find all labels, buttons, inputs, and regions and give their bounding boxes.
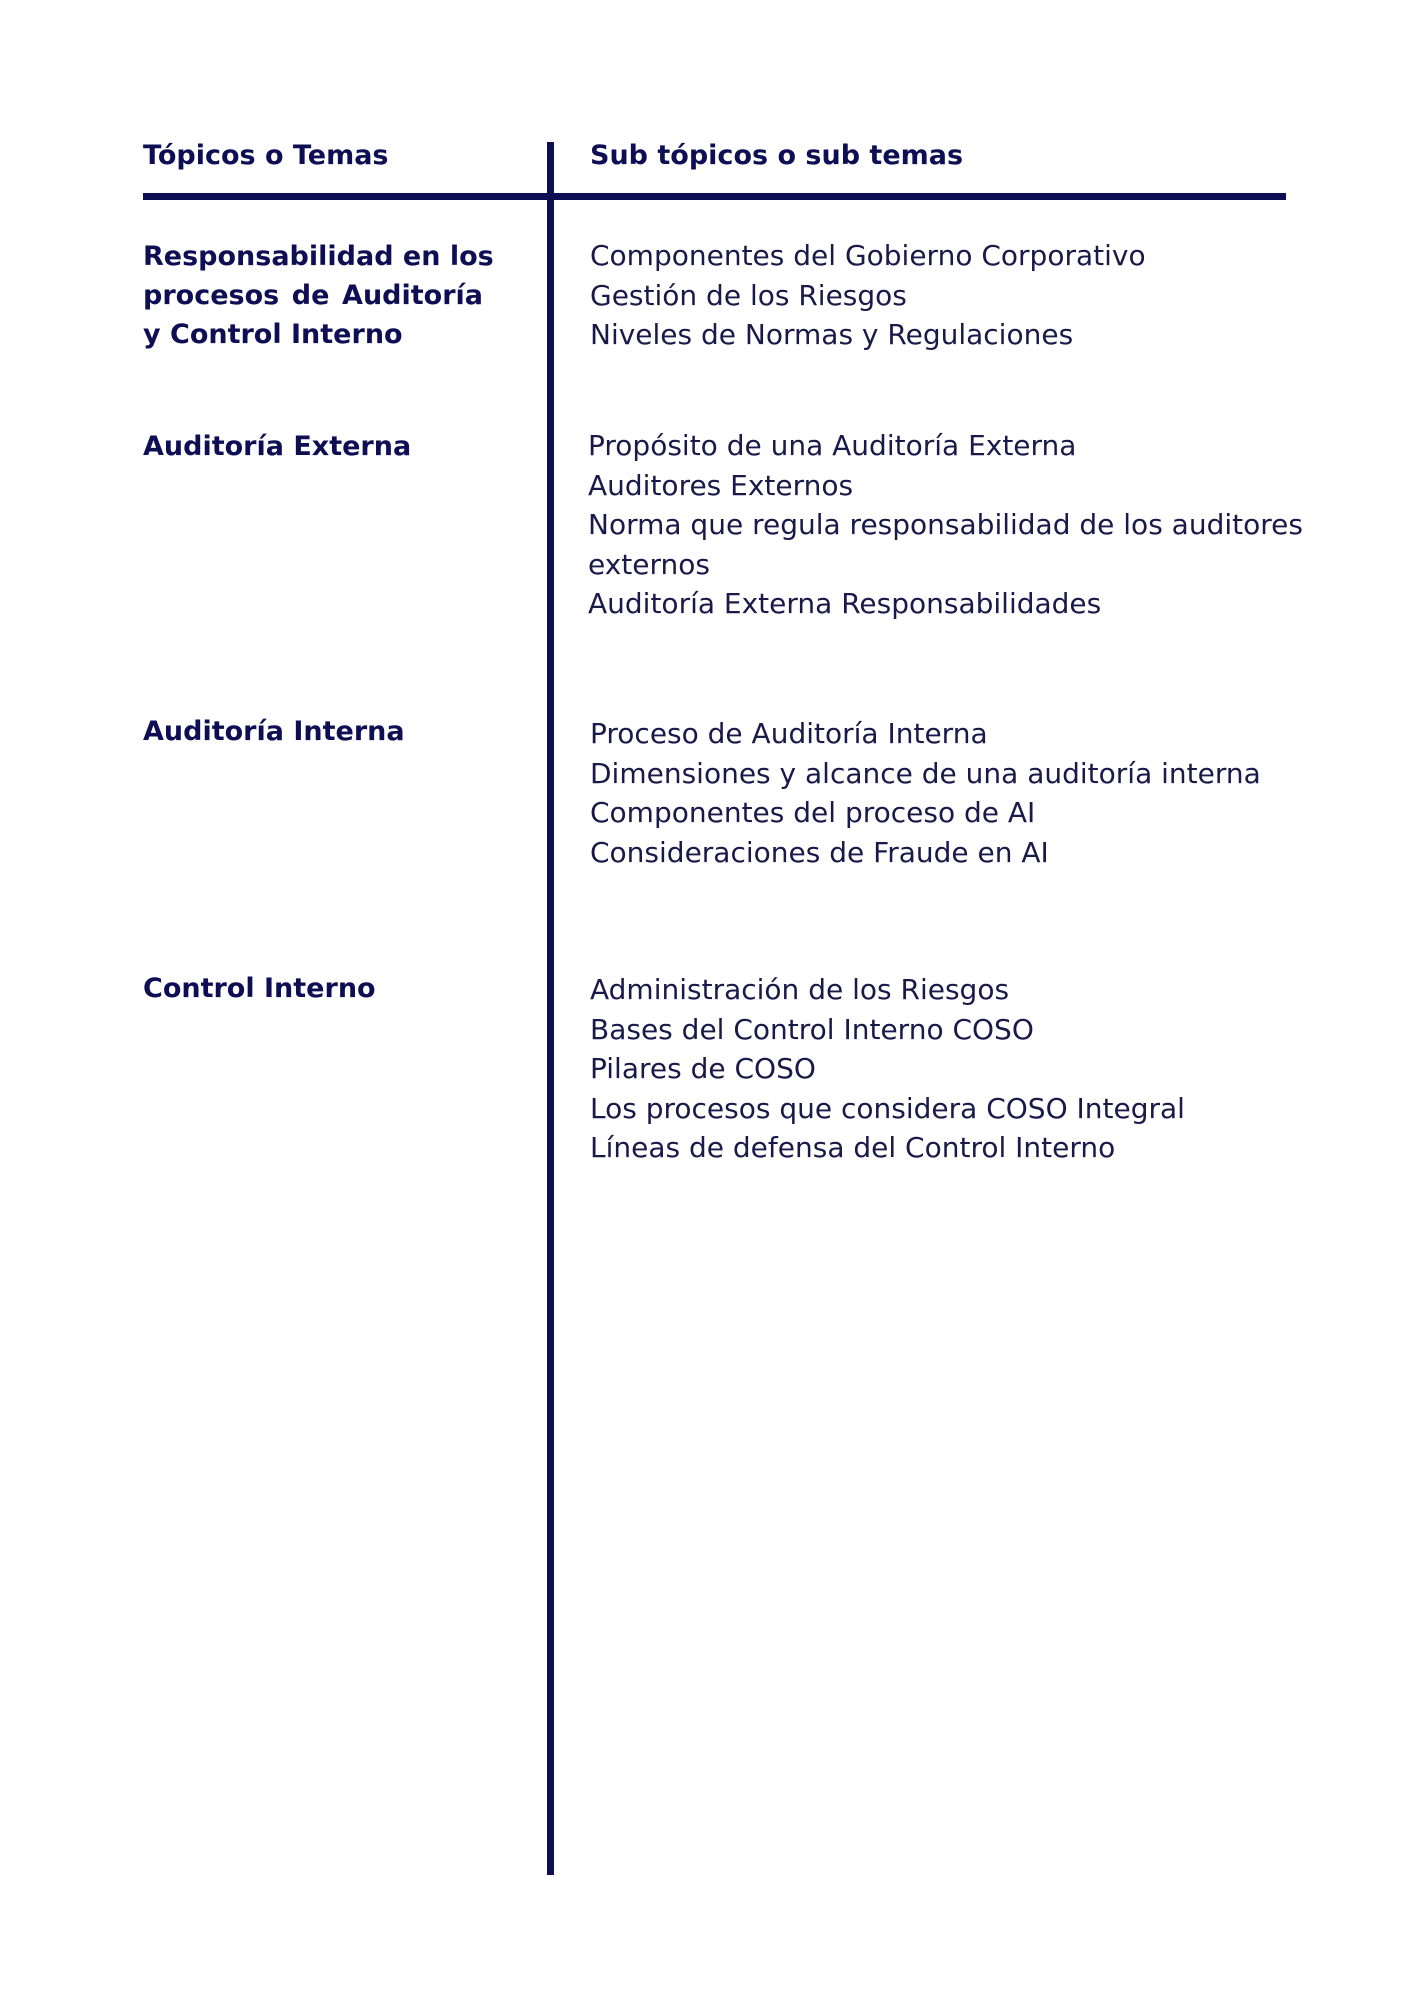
- subtopics-column-header: Sub tópicos o sub temas: [590, 140, 964, 171]
- topic-line: Responsabilidad en los: [143, 241, 494, 272]
- topic-line: Control Interno: [143, 973, 376, 1004]
- topic-line: Auditoría Interna: [143, 716, 405, 747]
- subtopic-item: externos: [588, 547, 710, 581]
- topic-auditoria-externa: [143, 427, 483, 466]
- subtopic-item: Los procesos que considera COSO Integral: [590, 1091, 1185, 1125]
- subtopic-item: Pilares de COSO: [590, 1052, 816, 1085]
- topic-line: y Control Interno: [143, 319, 403, 350]
- subtopic-item: Componentes del Gobierno Corporativo: [590, 239, 1146, 272]
- subtopic-item: Componentes del proceso de AI: [590, 796, 1036, 829]
- subtopic-item: Niveles de Normas y Regulaciones: [590, 318, 1074, 351]
- subtopic-item: Bases del Control Interno COSO: [590, 1012, 1034, 1046]
- header-divider: [143, 193, 1286, 200]
- topic-control-interno: [143, 969, 483, 1008]
- topic-auditoria-interna: [143, 712, 483, 751]
- subtopics-control-interno: [590, 970, 1290, 1168]
- subtopic-item: Auditores Externos: [588, 468, 854, 502]
- subtopic-item: Administración de los Riesgos: [590, 973, 1010, 1006]
- topic-responsabilidad: [143, 237, 494, 354]
- subtopic-item: Consideraciones de Fraude en AI: [590, 835, 1049, 869]
- topic-line: procesos de Auditoría: [143, 280, 483, 311]
- topic-line: Auditoría Externa: [143, 431, 412, 462]
- column-divider: [547, 142, 554, 1875]
- subtopic-item: Gestión de los Riesgos: [590, 278, 907, 312]
- subtopic-item: Norma que regula responsabilidad de los auditores: [588, 508, 1303, 541]
- subtopics-auditoria-interna: [590, 714, 1290, 872]
- subtopic-item: Proceso de Auditoría Interna: [590, 717, 988, 750]
- subtopic-item: Auditoría Externa Responsabilidades: [588, 587, 1102, 620]
- subtopics-auditoria-externa: [588, 426, 1303, 624]
- topics-column-header: Tópicos o Temas: [143, 140, 389, 171]
- subtopic-item: Dimensiones y alcance de una auditoría interna: [590, 756, 1261, 790]
- subtopic-item: Líneas de defensa del Control Interno: [590, 1131, 1116, 1164]
- subtopics-responsabilidad: [590, 236, 1290, 355]
- subtopic-item: Propósito de una Auditoría Externa: [588, 429, 1077, 462]
